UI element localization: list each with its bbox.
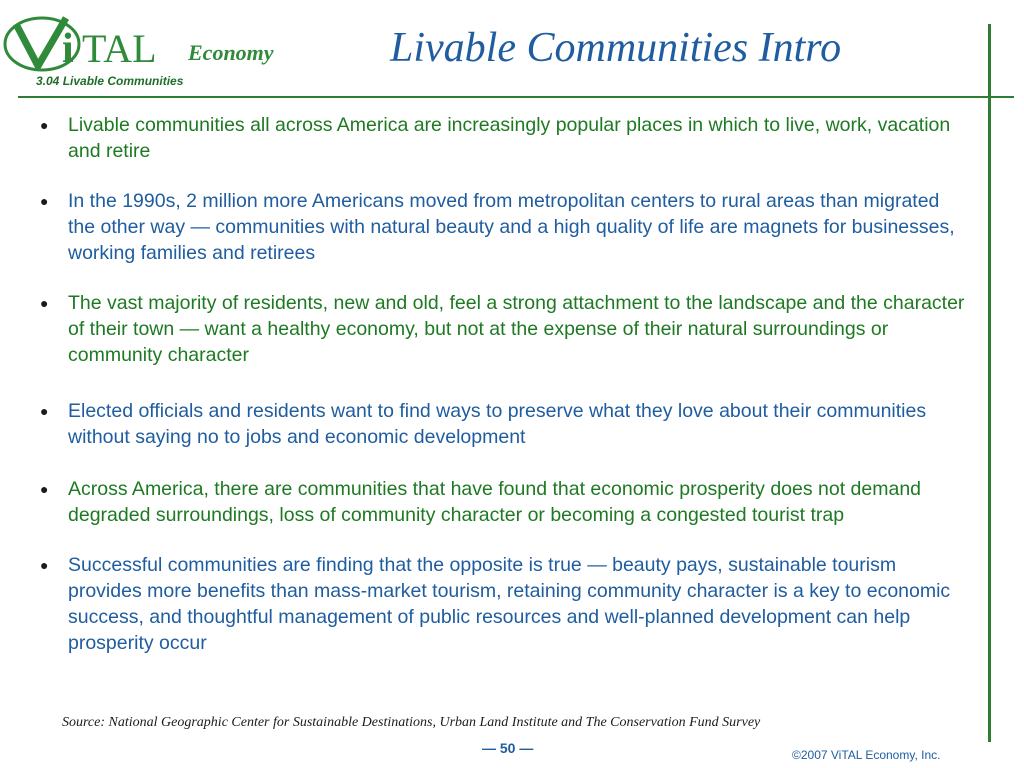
bullet-item	[40, 476, 970, 528]
bullet-dot-icon: ●	[40, 117, 49, 133]
svg-text:i: i	[62, 26, 74, 72]
bullet-item	[40, 398, 970, 450]
bullet-text: Successful communities are finding that the opposite is true — beauty pays, sustainable tourism provides more benefits than mass-market tourism, retaining community character is a key to economic success, and thoughtful management of public resources and well-planned development can help prosperity occur	[68, 554, 951, 654]
bullet-text: In the 1990s, 2 million more Americans moved from metropolitan centers to rural areas than migrated the other way — communities with natural beauty and a high quality of life are magnets for businesses, working families and retirees	[68, 190, 955, 264]
bullet-item	[40, 112, 970, 164]
vertical-rule	[988, 24, 991, 742]
horizontal-rule	[18, 96, 1014, 98]
bullet-item	[40, 188, 970, 266]
bullet-text: Elected officials and residents want to find ways to preserve what they love about their communities without saying no to jobs and economic development	[68, 400, 927, 448]
section-label: 3.04 Livable Communities	[36, 74, 184, 88]
bullet-text: The vast majority of residents, new and old, feel a strong attachment to the landscape and the character of their town — want a healthy economy, but not at the expense of their natural surroundings or community character	[68, 292, 965, 366]
svg-text:Economy: Economy	[188, 40, 274, 65]
bullet-text: Livable communities all across America are increasingly popular places in which to live, work, vacation and retire	[68, 114, 951, 162]
source-citation: Source: National Geographic Center for Sustainable Destinations, Urban Land Institute and The Conservation Fund Survey	[62, 715, 761, 730]
bullet-dot-icon: ●	[40, 481, 49, 497]
vital-economy-logo	[2, 10, 292, 74]
bullet-item	[40, 290, 970, 368]
slide-title: Livable Communities Intro	[390, 25, 842, 71]
bullet-item	[40, 552, 970, 656]
page-number: — 50 —	[482, 740, 534, 756]
copyright-notice: ©2007 ViTAL Economy, Inc.	[792, 748, 941, 762]
bullet-dot-icon: ●	[40, 295, 49, 311]
bullet-dot-icon: ●	[40, 403, 49, 419]
bullet-list	[40, 112, 970, 656]
bullet-dot-icon: ●	[40, 557, 49, 573]
bullet-dot-icon: ●	[40, 193, 49, 209]
svg-text:TAL: TAL	[82, 26, 157, 71]
bullet-text: Across America, there are communities that have found that economic prosperity does not demand degraded surroundings, loss of community character or becoming a congested tourist trap	[68, 478, 922, 526]
